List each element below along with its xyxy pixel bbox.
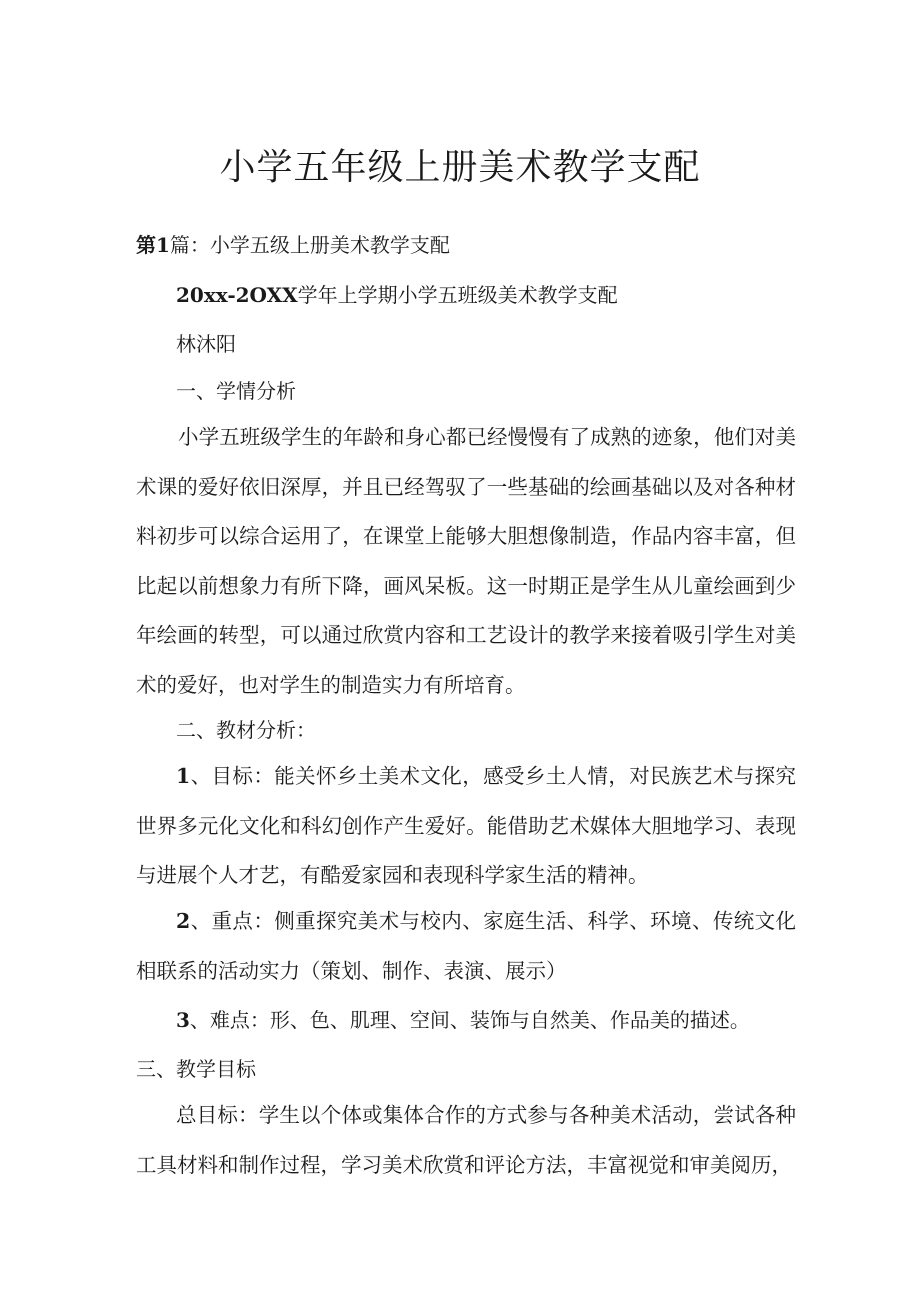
author-name: 林沐阳 xyxy=(176,332,236,356)
section-1-heading: 一、学情分析 xyxy=(176,379,296,403)
key-point-item xyxy=(136,897,796,996)
section-1-paragraph: 小学五班级学生的年龄和身心都已经慢慢有了成熟的迹象，他们对美术课的爱好依旧深厚，并且已经驾驭了一些基础的绘画基础以及对各种材料初步可以综合运用了，在课堂上能够大胆想像制造，作品内容丰富，但比起以前想象力有所下降，画风呆板。这一时期正是学生从儿童绘画到少年绘画的转型，可以通过欣赏内容和工艺设计的教学来接着吸引学生对美术的爱好，也对学生的制造实力有所培育。 xyxy=(136,425,796,697)
difficulty-text: 、难点：形、色、肌理、空间、装饰与自然美、作品美的描述。 xyxy=(189,1008,750,1032)
semester-title: 学年上学期小学五班级美术教学支配 xyxy=(297,283,618,307)
semester-year: 20xx-2OXX xyxy=(176,283,298,307)
section-3-heading: 三、教学目标 xyxy=(136,1057,256,1081)
difficulty-item xyxy=(176,1007,750,1033)
key-point-number: 2 xyxy=(176,909,191,933)
objective-text: 、目标：能关怀乡土美术文化，感受乡土人情，对民族艺术与探究世界多元化文化和科幻创作产生爱好。能借助艺术媒体大胆地学习、表现与进展个人才艺，有酷爱家园和表现科学家生活的精神。 xyxy=(136,764,796,887)
section-2-heading: 二、教材分析： xyxy=(176,718,316,742)
chapter-title: 篇：小学五级上册美术教学支配 xyxy=(169,233,450,257)
difficulty-number: 3 xyxy=(176,1008,190,1032)
document-title: 小学五年级上册美术教学支配 xyxy=(219,147,701,188)
objective-item xyxy=(136,752,796,901)
semester-heading xyxy=(176,282,618,308)
chapter-number: 第1 xyxy=(136,233,170,257)
key-point-text: 、重点：侧重探究美术与校内、家庭生活、科学、环境、传统文化相联系的活动实力（策划、制作、表演、展示） xyxy=(136,909,796,983)
chapter-heading xyxy=(136,232,450,258)
section-3-paragraph: 总目标：学生以个体或集体合作的方式参与各种美术活动，尝试各种工具材料和制作过程，学习美术欣赏和评论方法，丰富视觉和审美阅历， xyxy=(136,1103,796,1177)
objective-number: 1 xyxy=(176,764,191,788)
